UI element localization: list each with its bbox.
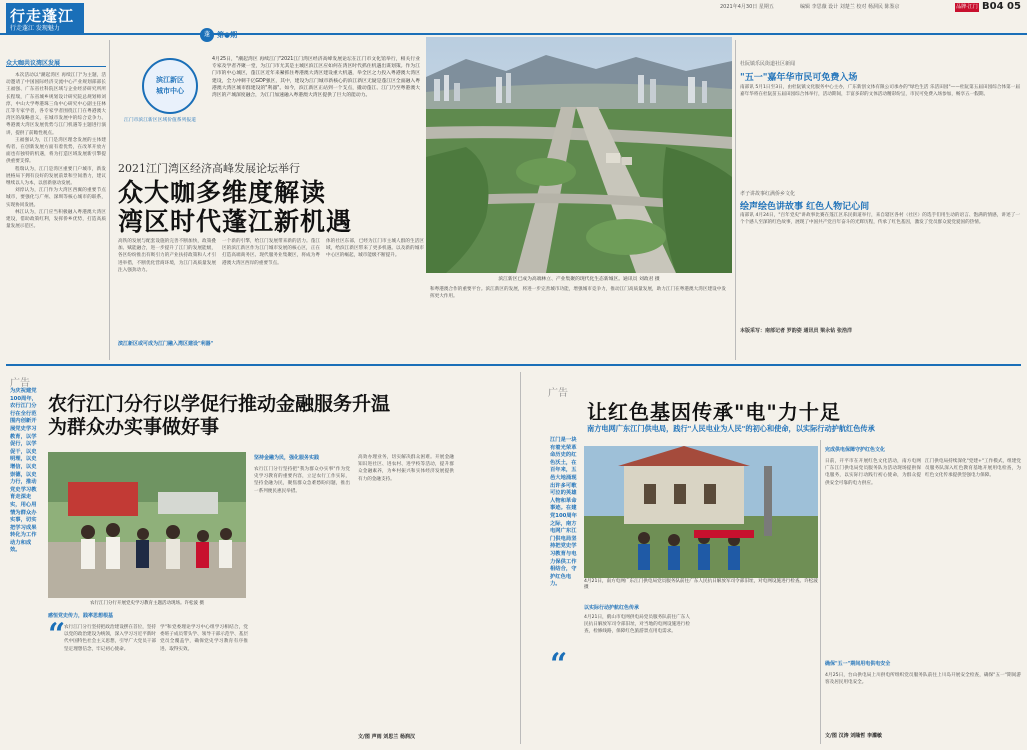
article-column [6,72,106,366]
photo-caption: 滨江新区已成为高端林立、产业集聚的现代化生态新城区。通讯员 刘政君 摄 [498,277,660,282]
article-subhead: 确保"五一"期间用电供电安全 [825,661,891,667]
paragraph: 林江认为，江门应当积极融入粤港澳大湾区建设，借助政策红利，发挥侨乡优势，打造高质量发展示范区。 [6,209,106,230]
district-badge [142,58,198,114]
bank-staff-image [48,452,246,598]
section-title: 众大咖共议湾区发展 [6,58,106,67]
header-rule [0,33,1027,35]
brief-headline: "五一"嘉年华市民可免费入场 [740,73,858,83]
column-divider [109,40,110,360]
power-workers-image [584,446,818,578]
series-caption: 江门市滨江新区区域价值系列报道 [124,118,196,123]
article-column: 日前，开平市在开展红色文化活动，南方电网广东江门供电局党员服务队为活动现场提供保电服务，以实际行动践行初心使命，为群众提供安全可靠的电力供应。 [825,459,921,486]
event-photo [584,446,818,578]
article-column: 农行江门分行坚持把政治建设摆在首位，坚持以党的政治建设为统领，深入学习习近平新时代中国特色社会主义思想，引导广大党员干部坚定理想信念，牢记初心使命。 [64,625,156,652]
brief-body: 南部讯 4月24日，"百年党史"讲故事比赛在蓬江区乐民街道举行，来自辖区各村（社区）的选手们用生动的语言、饱满的情感，讲述了一个个感人至深的红色故事，展现了中国共产党百年奋斗的光辉历程，传承了红色基因，激发了党员群众爱党爱国的热情。 [740,213,1020,226]
issue-text: 第●期 [217,31,238,39]
masthead-title: 行走蓬江 [10,7,75,25]
masthead-logo [6,3,84,33]
paragraph: 王福强认为，江门是湾区理念发展的主体建构者，在创新发展方面有着优势，在改革开放方面也有独特的机遇，将为打造区域发展新引擎提供重要支撑。 [6,137,106,165]
date-line: 2021年4月30日 星期五 [720,4,774,10]
article-column: 4月25日，台山供电局上川供电所组织党员服务队前往上川岛开展安全检查，确保"五一"期间游客及居民用电安全。 [825,673,1021,686]
headline-line: 众大咖多维度解读 [118,178,327,207]
badge-line: 城市中心 [156,87,184,95]
intro-sidebar: 为庆祝建党100周年，农行江门分行在全行范围内创新开展党史学习教育，以学促行，以学促干，以史明理，以史增信，以史崇德，以史力行，推动党史学习教育走深走实，用心用情为群众办实事，切实把学习成果转化为工作动力和成效。 [10,388,37,554]
column-divider [820,440,821,744]
article-column: 一个新的引擎，给江门发展带来新的活力。蓬江区的滨江新区作为江门城市发展的核心区，正在打造高端商务区、现代服务业集聚区，将成为粤港澳大湾区西岸的重要节点。 [222,239,320,266]
byline: 本版采写：南部记者 罗韵姿 通讯员 梁永钻 张浩洋 [740,328,852,334]
article-subhead: 坚持金融为民，强化服务实践 [254,455,320,461]
section-rule [6,364,1021,366]
article-column: 高铁的发展与配套设施的完善不断加快，政策叠加、赋能融合，进一步提升了江门的发展能级，各区纷纷推出有吸引力的产业扶持政策和人才引进举措，不断优化营商环境，为江门高质量发展注入强劲动力。 [118,239,216,273]
quote-mark-icon: “ [550,647,568,682]
byline: 文/图 汉涛 刘隆哲 李灌敏 [825,733,883,739]
photo-caption: 农行江门分行开展党史学习教育主题活动现场。许松波 摄 [90,601,204,606]
article-lead: 4月25日，"潮起湾区 再续江门"2021江门湾区经济高峰发展论坛在江门市文化馆举行，相关行业专家及学者齐聚一堂，为江门市尤其是主城区滨江区应如何在湾区时代抓住机遇出谋划策。作为江门市的中心城区，蓬江区近年来紧抓住粤港澳大湾区建设重大机遇，举全区之力投入粤港澳大湾区建设，全力冲刺千亿GDP强区，其中，建设为江门城市新核心的滨江新区无疑是蓬江区全面融入粤港澳大湾区城市群建设的"利器"。如今，滨江新区正站到一个支点，撬动蓬江、江门乃至粤港澳大湾区的产城深度融合，为江门加速融入粤港澳大湾区提供了巨大的能动力。 [212,57,420,99]
article-kicker: 2021江门湾区经济高峰发展论坛举行 [118,162,300,175]
aerial-city-photo [426,37,732,273]
photo-caption: 4月21日，南方电网广东江门供电局党员服务队前往广东人民抗日解放军司令部旧址，对电网设施进行检查。许松波 摄 [584,579,818,590]
article-headline [118,178,428,236]
brief-headline: 绘声绘色讲故事 红色人物记心间 [740,202,870,212]
intro-sidebar: 江门是一块有着光荣革命历史的红色沃土，在百年来，五邑大地涌现出许多可歌可泣的英雄人物和革命事迹。在建党100周年之际，南方电网广东江门供电局坚持把党史学习教育与电力保供工作相结合，守护红色电力。 [550,437,577,588]
paragraph: 本次活动以"潮起湾区 再续江门"为主题，活动邀请了中国国际经济交流中心产业规划部部长王福强、广东省社科院区域与企业经济研究所所长程瑞，广东省城乡规划设计研究院总规划师刘淳，中山大学粤港珠三角中心研究中心副主任林江等专家学者，各专家学者围绕江门在粤港澳大湾区的战略意义，在城市发展中的综合竞争力、粤港澳大湾区发展优势与江门机遇等主题进行演讲，提供了前瞻性观点。 [6,73,106,136]
article-subhead: 完成供电保障守护红色文化 [825,447,886,453]
brief-kicker: 杜阮镇乐民街道社区新闻 [740,61,796,67]
article-subtitle: 南方电网广东江门供电局，践行"人民电业为人民"的初心和使命，以实际行动护航红色传承 [587,424,875,433]
section-badge: 品牌·江门 [956,4,978,10]
ad-label: 广告 [548,388,568,399]
article-subhead: 感恒党史传力，践率思想根基 [48,613,114,619]
paragraph: 程瑞认为，江门是湾区重要门户城市，新发展格局下拥有良好的发展前景和空间潜力，建议继续以人为本，以创新驱动发展。 [6,166,106,187]
editor-line: 编辑 李思薇 设计 刘楚兰 校对 杨洞民 陈鉴京 [800,4,900,10]
issue-icon: 蓬 [200,28,214,42]
article-column: 和粤港澳合作的重要平台。滨江新区的发展，将进一步完善城市功能，增强城市竞争力，推动江门高质量发展，助力江门在粤港澳大湾区建设中发挥更大作用。 [430,287,726,300]
headline-line: 为群众办实事做好事 [48,416,220,438]
event-photo [48,452,246,598]
ad-label: 广告 [10,378,30,389]
article-column: 4月21日，鹤山市电网供电局党员服务队前往广东人民抗日解放军司令部旧址，对当地的电网设施进行检查，检修线路，保障红色旅游景点用电需求。 [584,615,690,635]
article-headline: 让红色基因传承"电"力十足 [587,400,841,424]
masthead-subtitle: 行走蓬江 发现魅力 [10,25,60,32]
article-column: 体的社区东部，已经为江门市主城人群的生活区域，给滨江新区带来了更多机遇。以及新的城市中心区的崛起，城市能级不断提升。 [326,239,424,259]
article-subhead: 以实际行动护航红色传承 [584,605,640,611]
article-headline [48,393,468,439]
article-column: 学"和党委理论学习中心组学习相结合，党委班子成员带头学、领导干部示范学、基层党员全覆盖学，确保党史学习教育有序推进、取得实效。 [160,625,248,652]
byline: 文/图 声雨 刘思兰 杨润汉 [358,734,416,740]
aerial-city-image [426,37,732,273]
article-column: 高效办理业务，切实解决群众困难。开展金融知识进社区、进农村、进学校等活动，提升群众金融素养，为乡村振兴和实体经济发展提供有力的金融支持。 [358,455,454,482]
paragraph: 刘淳认为，江门作为大湾区西翼的重要节点城市，要强化与广州、深圳等核心城市的联系，实现协同发展。 [6,188,106,208]
issue-marker [200,28,256,42]
article-column: 江门供电局持续深化"党建+"工作模式，组建党员服务队深入红色教育基地开展用电检查，为红色文化传承提供坚强电力保障。 [925,459,1021,479]
brief-kicker: 孝子讲故事红满侨乡文化 [740,191,796,197]
headline-line: 湾区时代蓬江新机遇 [118,207,353,236]
article-column: 农行江门分行坚持把"我为群众办实事"作为党史学习教育的重要内容，立足农行工作实际，坚持金融为民，聚焦群众急难愁盼问题，推出一系列便民惠民举措。 [254,467,350,494]
brief-body: 南部讯 5月1日至3日，由杜阮镇文化服务中心主办，广东新创文体有限公司承办的"绿色生活 乐活田园"——杜阮第五届田园综合体第一届嘉年华将在杜阮苗五届田园综合体举行，活动期间，丰富多彩的文体活动精彩纷呈，市民可免费入场参加，畅享五一假期。 [740,85,1020,98]
headline-line: 农行江门分行以学促行推动金融服务升温 [48,393,391,415]
column-divider [520,372,521,744]
column-divider [735,40,736,360]
quote-mark-icon: “ [48,617,66,652]
page-number: B04 05 [982,1,1021,12]
badge-line: 滨江新区 [156,76,184,84]
article-subhead: 滨江新区或可成为江门融入湾区建设"利器" [118,341,214,347]
